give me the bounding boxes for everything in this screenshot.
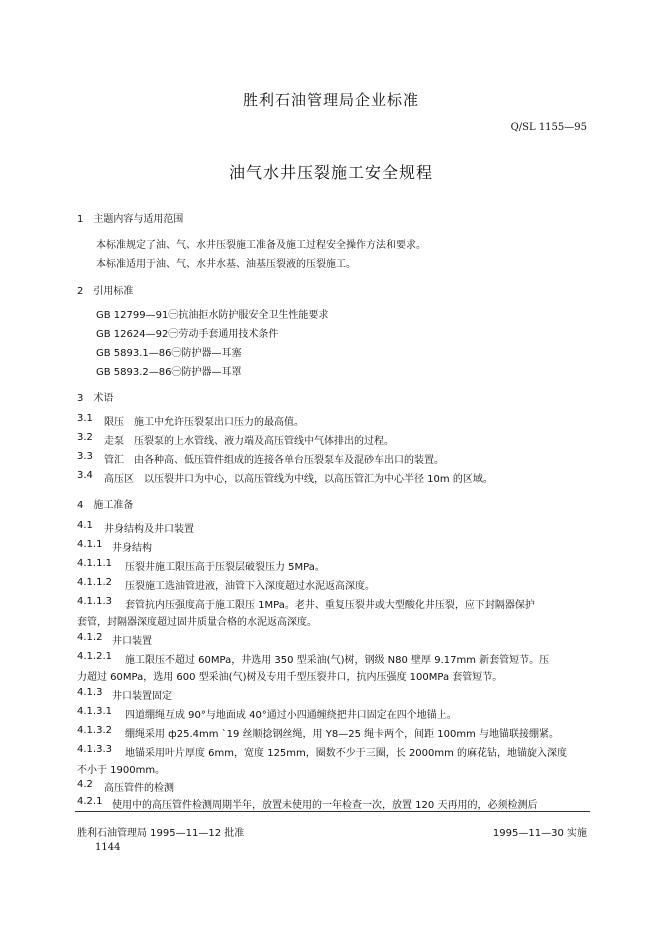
- clause-number: 4.1.3.2: [77, 725, 112, 736]
- clause-number: 4.1.2: [77, 632, 103, 643]
- clause-text: 井身结构及井口装置: [104, 524, 194, 535]
- clause-text: 压裂施工选油管进液，油管下入深度超过水泥返高深度。: [125, 581, 375, 592]
- org-title: 胜利石油管理局企业标准: [242, 91, 419, 109]
- clause-number: 4.1.2.1: [77, 651, 112, 662]
- section-1-paragraph: 本标准适用于油、气、水井水基、油基压裂液的压裂施工。: [96, 259, 356, 270]
- clause-text: 井身结构: [112, 543, 152, 554]
- term-text: 限压 施工中允许压裂泵出口压力的最高值。: [104, 417, 304, 428]
- clause-text: 套管抗内压强度高于施工限压 1MPa。老井、重复压裂井或大型酸化井压裂，应下封隔器保护: [125, 600, 535, 611]
- clause-number: 4.1.3.1: [77, 706, 112, 717]
- clause-text: 施工限压不超过 60MPa，井选用 350 型采油(气)树，钢级 N80 壁厚 9.17mm 新套管短节。压: [125, 655, 550, 666]
- clause-text: 井口装置固定: [112, 691, 172, 702]
- section-4-heading: 4 施工准备: [77, 500, 134, 511]
- clause-number: 4.1: [77, 520, 93, 531]
- clause-text: 使用中的高压管件检测周期半年，放置未使用的一年检查一次，放置 120 天再用的，必须检测后: [112, 800, 538, 811]
- clause-number: 4.1.3: [77, 687, 103, 698]
- term-text: 走泵 压裂泵的上水管线、液力端及高压管线中气体排出的过程。: [104, 436, 394, 447]
- term-number: 3.1: [77, 413, 93, 424]
- section-1-paragraph: 本标准规定了油、气、水井压裂施工准备及施工过程安全操作方法和要求。: [96, 240, 426, 251]
- clause-text: 绷绳采用 ф25.4mm `19 丝顺捻钢丝绳，用 Y8—25 绳卡两个，间距 100mm 与地锚联接绷紧。: [125, 729, 560, 740]
- clause-text-continued: 套管，封隔器深度超过固井质量合格的水泥返高深度。: [77, 617, 317, 628]
- clause-text: 压裂井施工限压高于压裂层破裂压力 5MPa。: [125, 562, 325, 573]
- clause-number: 4.1.1.2: [77, 577, 112, 588]
- clause-text: 高压管件的检测: [104, 783, 174, 794]
- page-number: 1144: [95, 842, 121, 853]
- term-text: 高压区 以压裂井口为中心，以高压管线为中线，以高压管汇为中心半径 10m 的区域。: [104, 474, 493, 485]
- clause-text-continued: 力超过 60MPa，选用 600 型采油(气)树及专用千型压裂井口，抗内压强度 100MPa 套管短节。: [77, 672, 503, 683]
- clause-number: 4.1.1.1: [77, 558, 112, 569]
- document-title: 油气水井压裂施工安全规程: [228, 163, 433, 182]
- term-number: 3.3: [77, 451, 93, 462]
- effective-date: 1995—11—30 实施: [492, 828, 587, 839]
- reference-item: GB 12624—92㊀劳动手套通用技术条件: [96, 329, 279, 340]
- clause-text-continued: 不小于 1900mm。: [77, 765, 166, 776]
- term-text: 管汇 由各种高、低压管件组成的连接各单台压裂泵车及混砂车出口的装置。: [104, 455, 444, 466]
- standard-number: Q/SL 1155—95: [510, 122, 587, 133]
- clause-text: 井口装置: [112, 636, 152, 647]
- clause-text: 地锚采用叶片厚度 6mm，宽度 125mm，圈数不少于三圈，长 2000mm 的麻花钻，地锚旋入深度: [125, 748, 568, 759]
- clause-number: 4.1.1.3: [77, 596, 112, 607]
- clause-number: 4.2.1: [77, 796, 103, 807]
- term-number: 3.2: [77, 432, 93, 443]
- section-2-heading: 2 引用标准: [77, 286, 134, 297]
- clause-number: 4.1.3.3: [77, 744, 112, 755]
- clause-number: 4.1.1: [77, 539, 103, 550]
- clause-number: 4.2: [77, 779, 93, 790]
- reference-item: GB 12799—91㊀抗油拒水防护服安全卫生性能要求: [96, 310, 329, 321]
- reference-item: GB 5893.2—86㊀防护器—耳罩: [96, 367, 242, 378]
- section-1-heading: 1 主题内容与适用范围: [77, 214, 184, 225]
- clause-text: 四道绷绳互成 90°与地面成 40°通过小四通缠绕把井口固定在四个地锚上。: [125, 710, 457, 721]
- approval-date: 胜利石油管理局 1995—11—12 批准: [77, 828, 245, 839]
- reference-item: GB 5893.1—86㊀防护器—耳塞: [96, 348, 242, 359]
- footer-divider: [75, 811, 590, 812]
- term-number: 3.4: [77, 470, 93, 481]
- section-3-heading: 3 术语: [77, 393, 114, 404]
